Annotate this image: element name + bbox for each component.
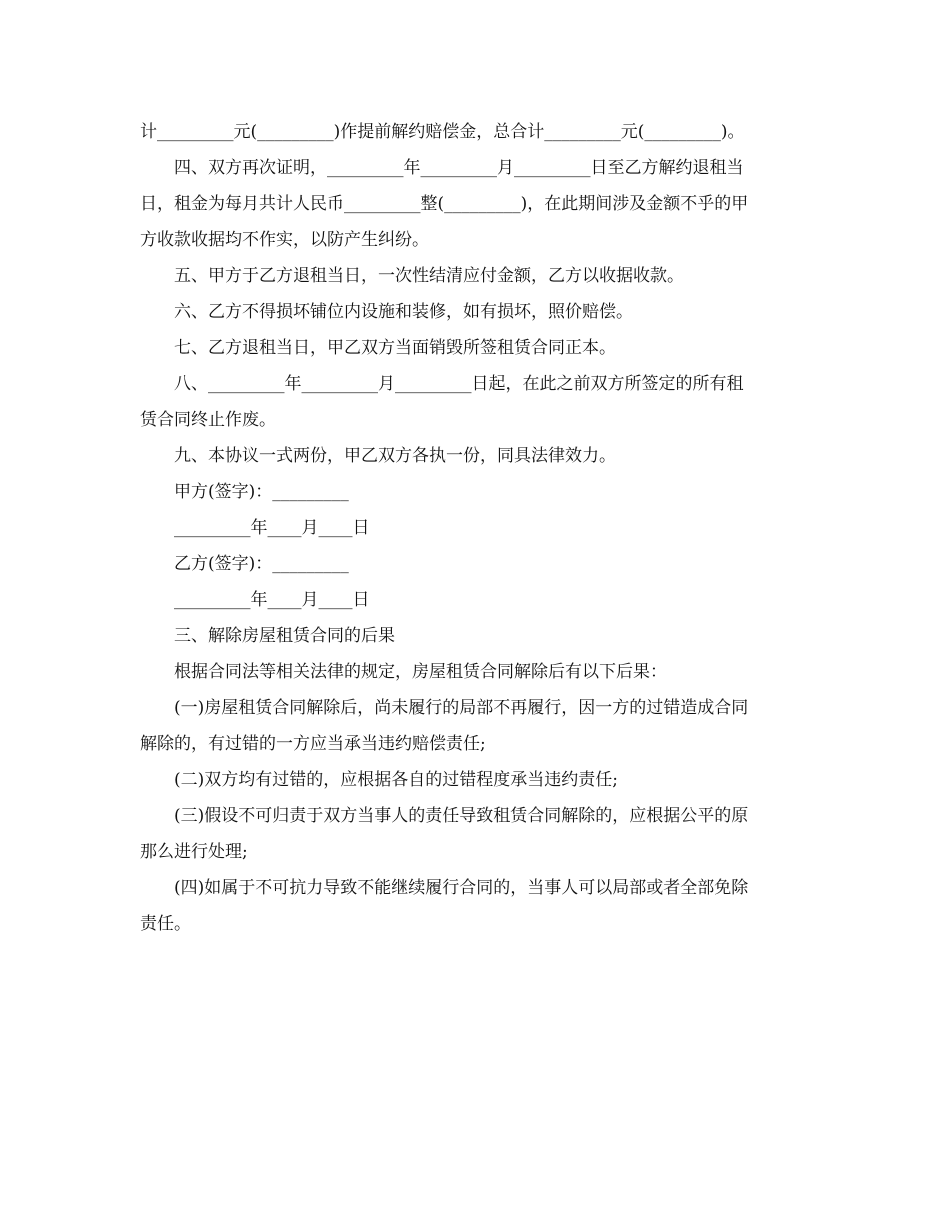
text-line-10: 九、本协议一式两份，甲乙双方各执一份，同具法律效力。 — [174, 446, 616, 466]
text-line-20: (三)假设不可归责于双方当事人的责任导致租赁合同解除的，应根据公平的原 — [174, 806, 749, 826]
party-b-date: _________年____月____日 — [174, 590, 370, 610]
text-line-1: 计_________元(_________)作提前解约赔偿金，总合计_________元(_________)。 — [140, 122, 745, 142]
text-line-5: 五、甲方于乙方退租当日，一次性结清应付金额，乙方以收据收款。 — [174, 266, 684, 286]
party-a-signature: 甲方(签字)：_________ — [174, 482, 349, 502]
text-line-18: 解除的，有过错的一方应当承当违约赔偿责任; — [140, 734, 486, 754]
text-line-17: (一)房屋租赁合同解除后，尚未履行的局部不再履行，因一方的过错造成合同 — [174, 698, 749, 718]
party-a-date: _________年____月____日 — [174, 518, 370, 538]
text-line-23: 责任。 — [140, 914, 191, 934]
party-b-signature: 乙方(签字)：_________ — [174, 554, 349, 574]
document-body — [140, 114, 812, 942]
text-line-21: 那么进行处理; — [140, 842, 248, 862]
text-line-22: (四)如属于不可抗力导致不能继续履行合同的，当事人可以局部或者全部免除 — [174, 878, 749, 898]
text-line-3: 日，租金为每月共计人民币_________整(_________)，在此期间涉及金额不乎的甲 — [140, 194, 749, 214]
text-line-6: 六、乙方不得损坏铺位内设施和装修，如有损坏，照价赔偿。 — [174, 302, 633, 322]
text-line-19: (二)双方均有过错的，应根据各自的过错程度承当违约责任; — [174, 770, 618, 790]
text-line-8: 八、_________年_________月_________日起，在此之前双方所签定的所有租 — [174, 374, 744, 394]
text-line-2: 四、双方再次证明，_________年_________月_________日至乙方解约退租当 — [174, 158, 744, 178]
text-line-9: 赁合同终止作废。 — [140, 410, 276, 430]
text-line-4: 方收款收据均不作实，以防产生纠纷。 — [140, 230, 429, 250]
text-line-16: 根据合同法等相关法律的规定，房屋租赁合同解除后有以下后果： — [174, 662, 667, 682]
text-line-7: 七、乙方退租当日，甲乙双方当面销毁所签租赁合同正本。 — [174, 338, 616, 358]
section-heading: 三、解除房屋租赁合同的后果 — [174, 626, 395, 646]
